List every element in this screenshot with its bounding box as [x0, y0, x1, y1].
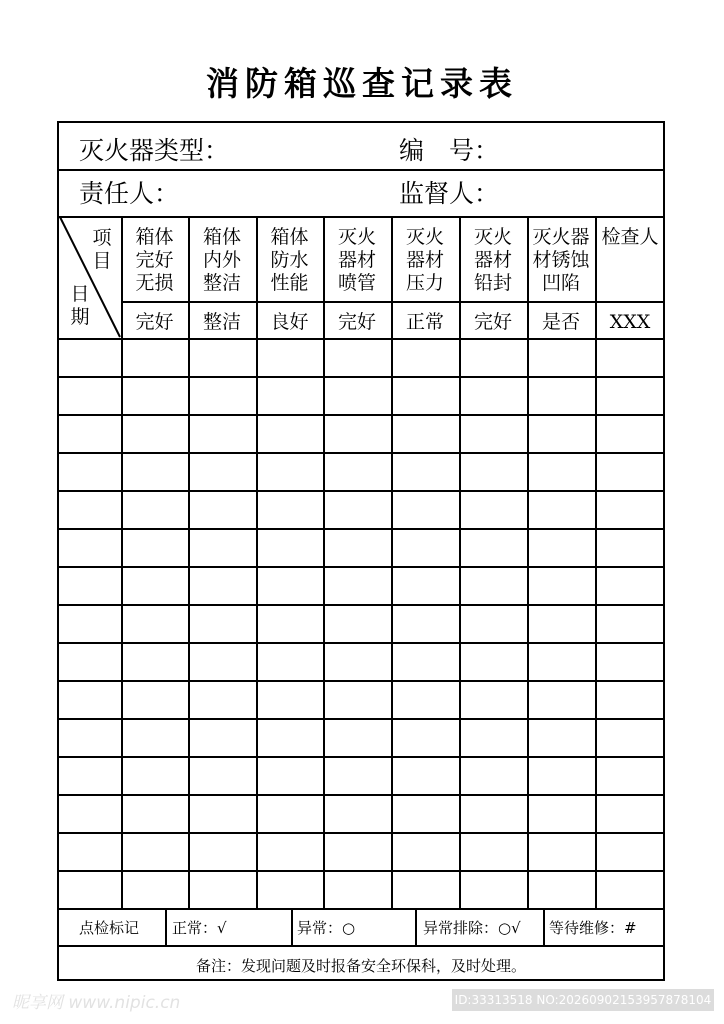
column-header-line: 凹陷: [541, 272, 580, 294]
column-header-line: 灭火: [337, 226, 376, 248]
legend-abnormal: 异常：○: [297, 919, 356, 937]
column-standard: XXX: [609, 311, 651, 333]
column-standard: 正常: [405, 311, 444, 333]
row-divider: [59, 528, 663, 530]
column-header-line: 灭火: [405, 226, 444, 248]
column-divider: [256, 216, 258, 908]
row-divider: [59, 680, 663, 682]
column-header-line: 完好: [135, 249, 174, 271]
column-standard: 整洁: [202, 311, 241, 333]
row-divider: [59, 794, 663, 796]
column-header: [323, 226, 391, 295]
column-header-line: 灭火器: [532, 226, 590, 248]
row-divider: [59, 832, 663, 834]
responsible-person-label: 责任人：: [79, 179, 180, 208]
column-divider: [188, 216, 190, 908]
corner-date-label: 日 期: [70, 283, 90, 328]
row-divider: [59, 756, 663, 758]
row-divider: [59, 452, 663, 454]
column-header: [121, 226, 188, 295]
column-header-line: 器材: [473, 249, 512, 271]
watermark-logo: 昵享网 www.nipic.cn: [12, 993, 181, 1013]
column-header-line: 铅封: [473, 272, 512, 294]
legend-fixed: 异常排除：○√: [423, 919, 521, 937]
column-header: [595, 226, 665, 249]
column-header-line: 检查人: [601, 226, 659, 248]
column-header-line: 箱体: [135, 226, 174, 248]
remarks-note: 备注：发现问题及时报备安全环保科，及时处理。: [195, 957, 526, 975]
column-divider: [595, 216, 597, 908]
legend-divider: [415, 908, 417, 945]
legend-divider: [165, 908, 167, 945]
column-divider: [121, 216, 123, 908]
corner-item-label: 项 目: [92, 227, 112, 272]
column-header-line: 整洁: [202, 272, 241, 294]
row-divider: [59, 908, 663, 910]
column-header: [188, 226, 256, 295]
legend-divider: [291, 908, 293, 945]
column-header-line: 无损: [135, 272, 174, 294]
row-divider: [59, 490, 663, 492]
page-title: 消防箱巡查记录表: [206, 64, 518, 103]
column-divider: [527, 216, 529, 908]
column-standard: 是否: [541, 311, 580, 333]
legend-pending: 等待维修：#: [549, 919, 637, 937]
row-divider: [59, 338, 663, 340]
column-header: [459, 226, 527, 295]
row-divider: [59, 566, 663, 568]
column-header: [256, 226, 323, 295]
column-header-line: 器材: [337, 249, 376, 271]
column-standard: 良好: [270, 311, 309, 333]
column-divider: [391, 216, 393, 908]
column-header-line: 内外: [202, 249, 241, 271]
divider: [59, 216, 663, 218]
column-header-line: 喷管: [337, 272, 376, 294]
column-header-line: 箱体: [202, 226, 241, 248]
column-header: [527, 226, 595, 295]
divider: [59, 169, 663, 171]
column-header-line: 性能: [270, 272, 309, 294]
column-header-line: 防水: [270, 249, 309, 271]
row-divider: [59, 870, 663, 872]
check-mark-label: 点检标记: [79, 919, 140, 937]
column-divider: [323, 216, 325, 908]
column-standard: 完好: [135, 311, 174, 333]
column-divider: [459, 216, 461, 908]
row-divider: [59, 718, 663, 720]
record-table: [57, 121, 665, 981]
row-divider: [59, 414, 663, 416]
divider: [121, 301, 665, 303]
row-divider: [59, 642, 663, 644]
column-header-line: 压力: [405, 272, 444, 294]
watermark-id: ID:33313518 NO:20260902153957878104: [452, 989, 714, 1011]
supervisor-label: 监督人：: [399, 179, 500, 208]
column-header-line: 材锈蚀: [532, 249, 590, 271]
legend-divider: [543, 908, 545, 945]
number-label: 编 号：: [399, 136, 500, 165]
row-divider: [59, 376, 663, 378]
column-standard: 完好: [337, 311, 376, 333]
column-header: [391, 226, 459, 295]
column-standard: 完好: [473, 311, 512, 333]
column-header-line: 箱体: [270, 226, 309, 248]
divider: [59, 945, 663, 947]
column-header-line: 器材: [405, 249, 444, 271]
extinguisher-type-label: 灭火器类型：: [79, 136, 230, 165]
row-divider: [59, 604, 663, 606]
column-header-line: 灭火: [473, 226, 512, 248]
legend-normal: 正常：√: [172, 919, 227, 937]
